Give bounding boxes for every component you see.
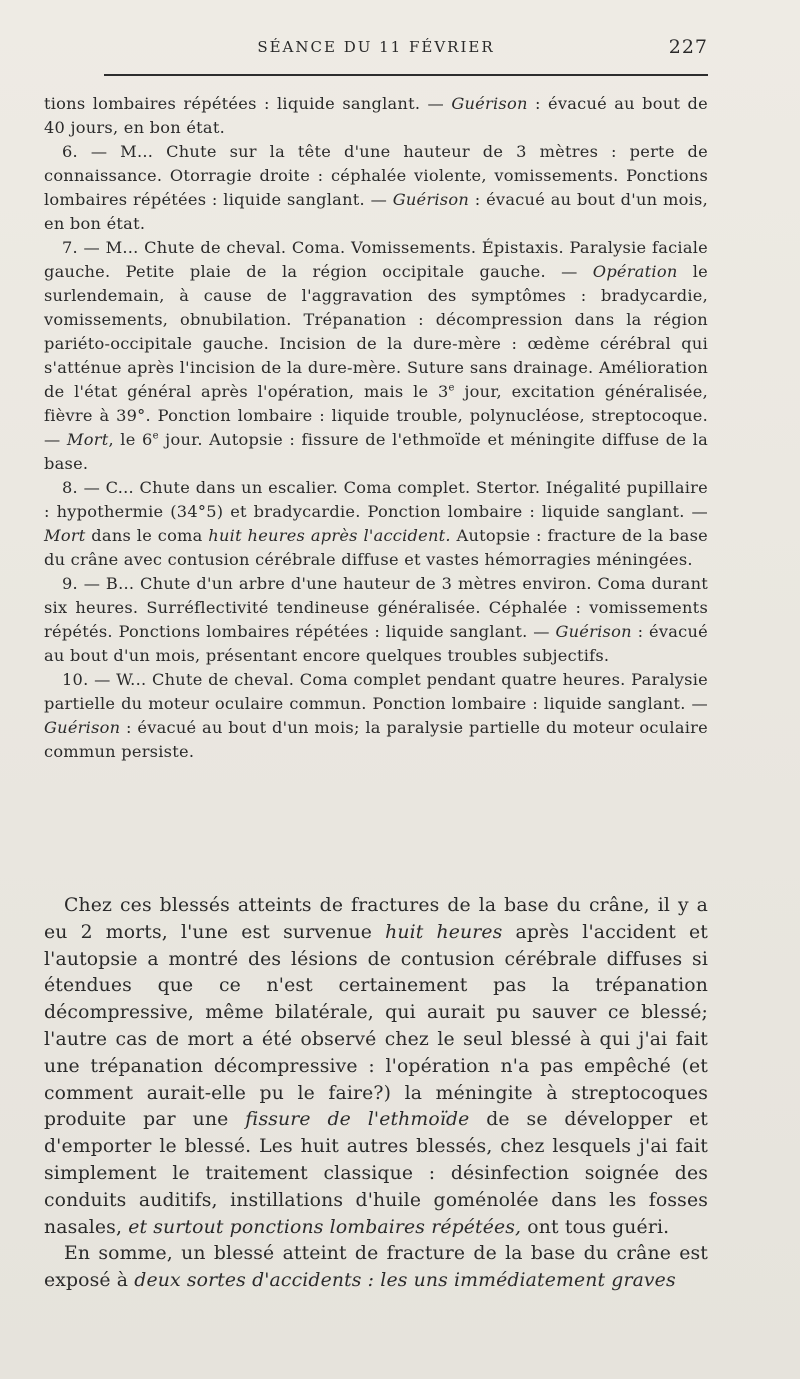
- text-run: Autopsie : fracture de la base du crâne avec contusion cérébrale diffuse et vastes hémorragies méningées.: [44, 526, 708, 569]
- case-8: [44, 476, 708, 572]
- text-run: 9. — B... Chute d'un arbre d'une hauteur de 3 mètres environ. Coma durant six heures. Surréflectivité tendineuse généralisée. Céphalée : vomissements répétés. Ponctions lombaires répétées : liquide sanglant. —: [44, 574, 708, 641]
- text-run: dans le coma: [85, 526, 209, 545]
- discussion-paragraph-2: [44, 1241, 708, 1295]
- running-title: SÉANCE DU 11 FÉVRIER: [257, 38, 495, 56]
- superscript: e: [448, 382, 455, 394]
- italic-run: Guérison: [392, 190, 470, 209]
- text-run: : évacué au bout d'un mois, présentant encore quelques troubles subjectifs.: [44, 622, 708, 665]
- italic-run: fissure de l'ethmoïde: [245, 1109, 470, 1131]
- italic-run: deux sortes d'accidents : les uns immédiatement graves: [134, 1270, 676, 1292]
- text-run: jour, excitation généralisée, fièvre à 39°. Ponction lombaire : liquide trouble, polynucléose, streptocoque. —: [44, 382, 708, 449]
- text-run: 8. — C... Chute dans un escalier. Coma complet. Stertor. Inégalité pupillaire : hypothermie (34°5) et bradycardie. Ponction lombaire : liquide sanglant. —: [44, 478, 708, 521]
- text-run: tions lombaires répétées : liquide sanglant. —: [44, 94, 452, 113]
- italic-run: et surtout ponctions lombaires répétées,: [128, 1216, 522, 1238]
- text-run: après l'accident et l'autopsie a montré des lésions de contusion cérébrale diffuses si étendues que ce n'est certainement pas la trépanation décompressive, même bilatérale, qui aurait pu sauver ce blessé; l'autre cas de mort a été observé chez le seul blessé à qui j'ai fait une trépanation décompressive : l'opération n'a pas empêché (et comment aurait-elle pu le faire?) la méningite à streptocoques produite par une: [44, 921, 709, 1131]
- text-run: En somme, un blessé atteint de fracture de la base du crâne est exposé à: [44, 1243, 708, 1292]
- superscript: e: [152, 430, 159, 442]
- text-run: ont tous guéri.: [521, 1216, 670, 1238]
- italic-run: Mort: [66, 430, 109, 449]
- text-run: : évacué au bout d'un mois, en bon état.: [44, 190, 708, 233]
- italic-run: Opération: [592, 262, 678, 281]
- text-run: le surlendemain, à cause de l'aggravation des symptômes : bradycardie, vomissements, obnubilation. Trépanation : décompression dans la région pariéto-occipitale gauche. Incision de la dure-mère : œdème cérébral qui s'atténue après l'incision de la dure-mère. Suture sans drainage. Amélioration de l'état général après l'opération, mais le 3: [44, 262, 708, 401]
- text-run: 10. — W... Chute de cheval. Coma complet pendant quatre heures. Paralysie partielle du moteur oculaire commun. Ponction lombaire : liquide sanglant. —: [44, 670, 708, 713]
- italic-run: huit heures après l'accident.: [208, 526, 451, 545]
- italic-run: huit heures: [385, 921, 503, 943]
- case-list: [44, 92, 708, 764]
- case-6: [44, 140, 708, 236]
- text-run: Chez ces blessés atteints de fractures de la base du crâne, il y a eu 2 morts, l'une est survenue: [44, 895, 708, 943]
- page-number: 227: [668, 36, 708, 58]
- italic-run: Guérison: [451, 94, 528, 113]
- text-run: de se développer et d'emporter le blessé. Les huit autres blessés, chez lesquels j'ai fait simplement le traitement classique : désinfection soignée des conduits auditifs, instillations d'huile goménolée dans les fosses nasales,: [44, 1109, 709, 1238]
- text-run: : évacué au bout d'un mois; la paralysie partielle du moteur oculaire commun persiste.: [44, 718, 708, 761]
- italic-run: Guérison: [555, 622, 632, 641]
- text-run: , le 6: [108, 430, 153, 449]
- text-run: 7. — M... Chute de cheval. Coma. Vomissements. Épistaxis. Paralysie faciale gauche. Petite plaie de la région occipitale gauche. —: [44, 238, 708, 281]
- discussion-text: [44, 893, 708, 1295]
- case-10: [44, 668, 708, 764]
- text-run: jour. Autopsie : fissure de l'ethmoïde et méningite diffuse de la base.: [44, 430, 708, 473]
- running-header: [44, 36, 708, 60]
- text-run: 6. — M... Chute sur la tête d'une hauteur de 3 mètres : perte de connaissance. Otorragie droite : céphalée violente, vomissements. Ponctions lombaires répétées : liquide sanglant. —: [44, 142, 708, 209]
- case-9: [44, 572, 708, 668]
- case-7: [44, 236, 708, 476]
- case-5-continuation: [44, 92, 708, 140]
- header-rule: [104, 74, 708, 76]
- text-run: : évacué au bout de 40 jours, en bon état.: [44, 94, 708, 137]
- discussion-paragraph-1: [44, 893, 708, 1241]
- italic-run: Mort: [44, 526, 86, 545]
- italic-run: Guérison: [44, 718, 121, 737]
